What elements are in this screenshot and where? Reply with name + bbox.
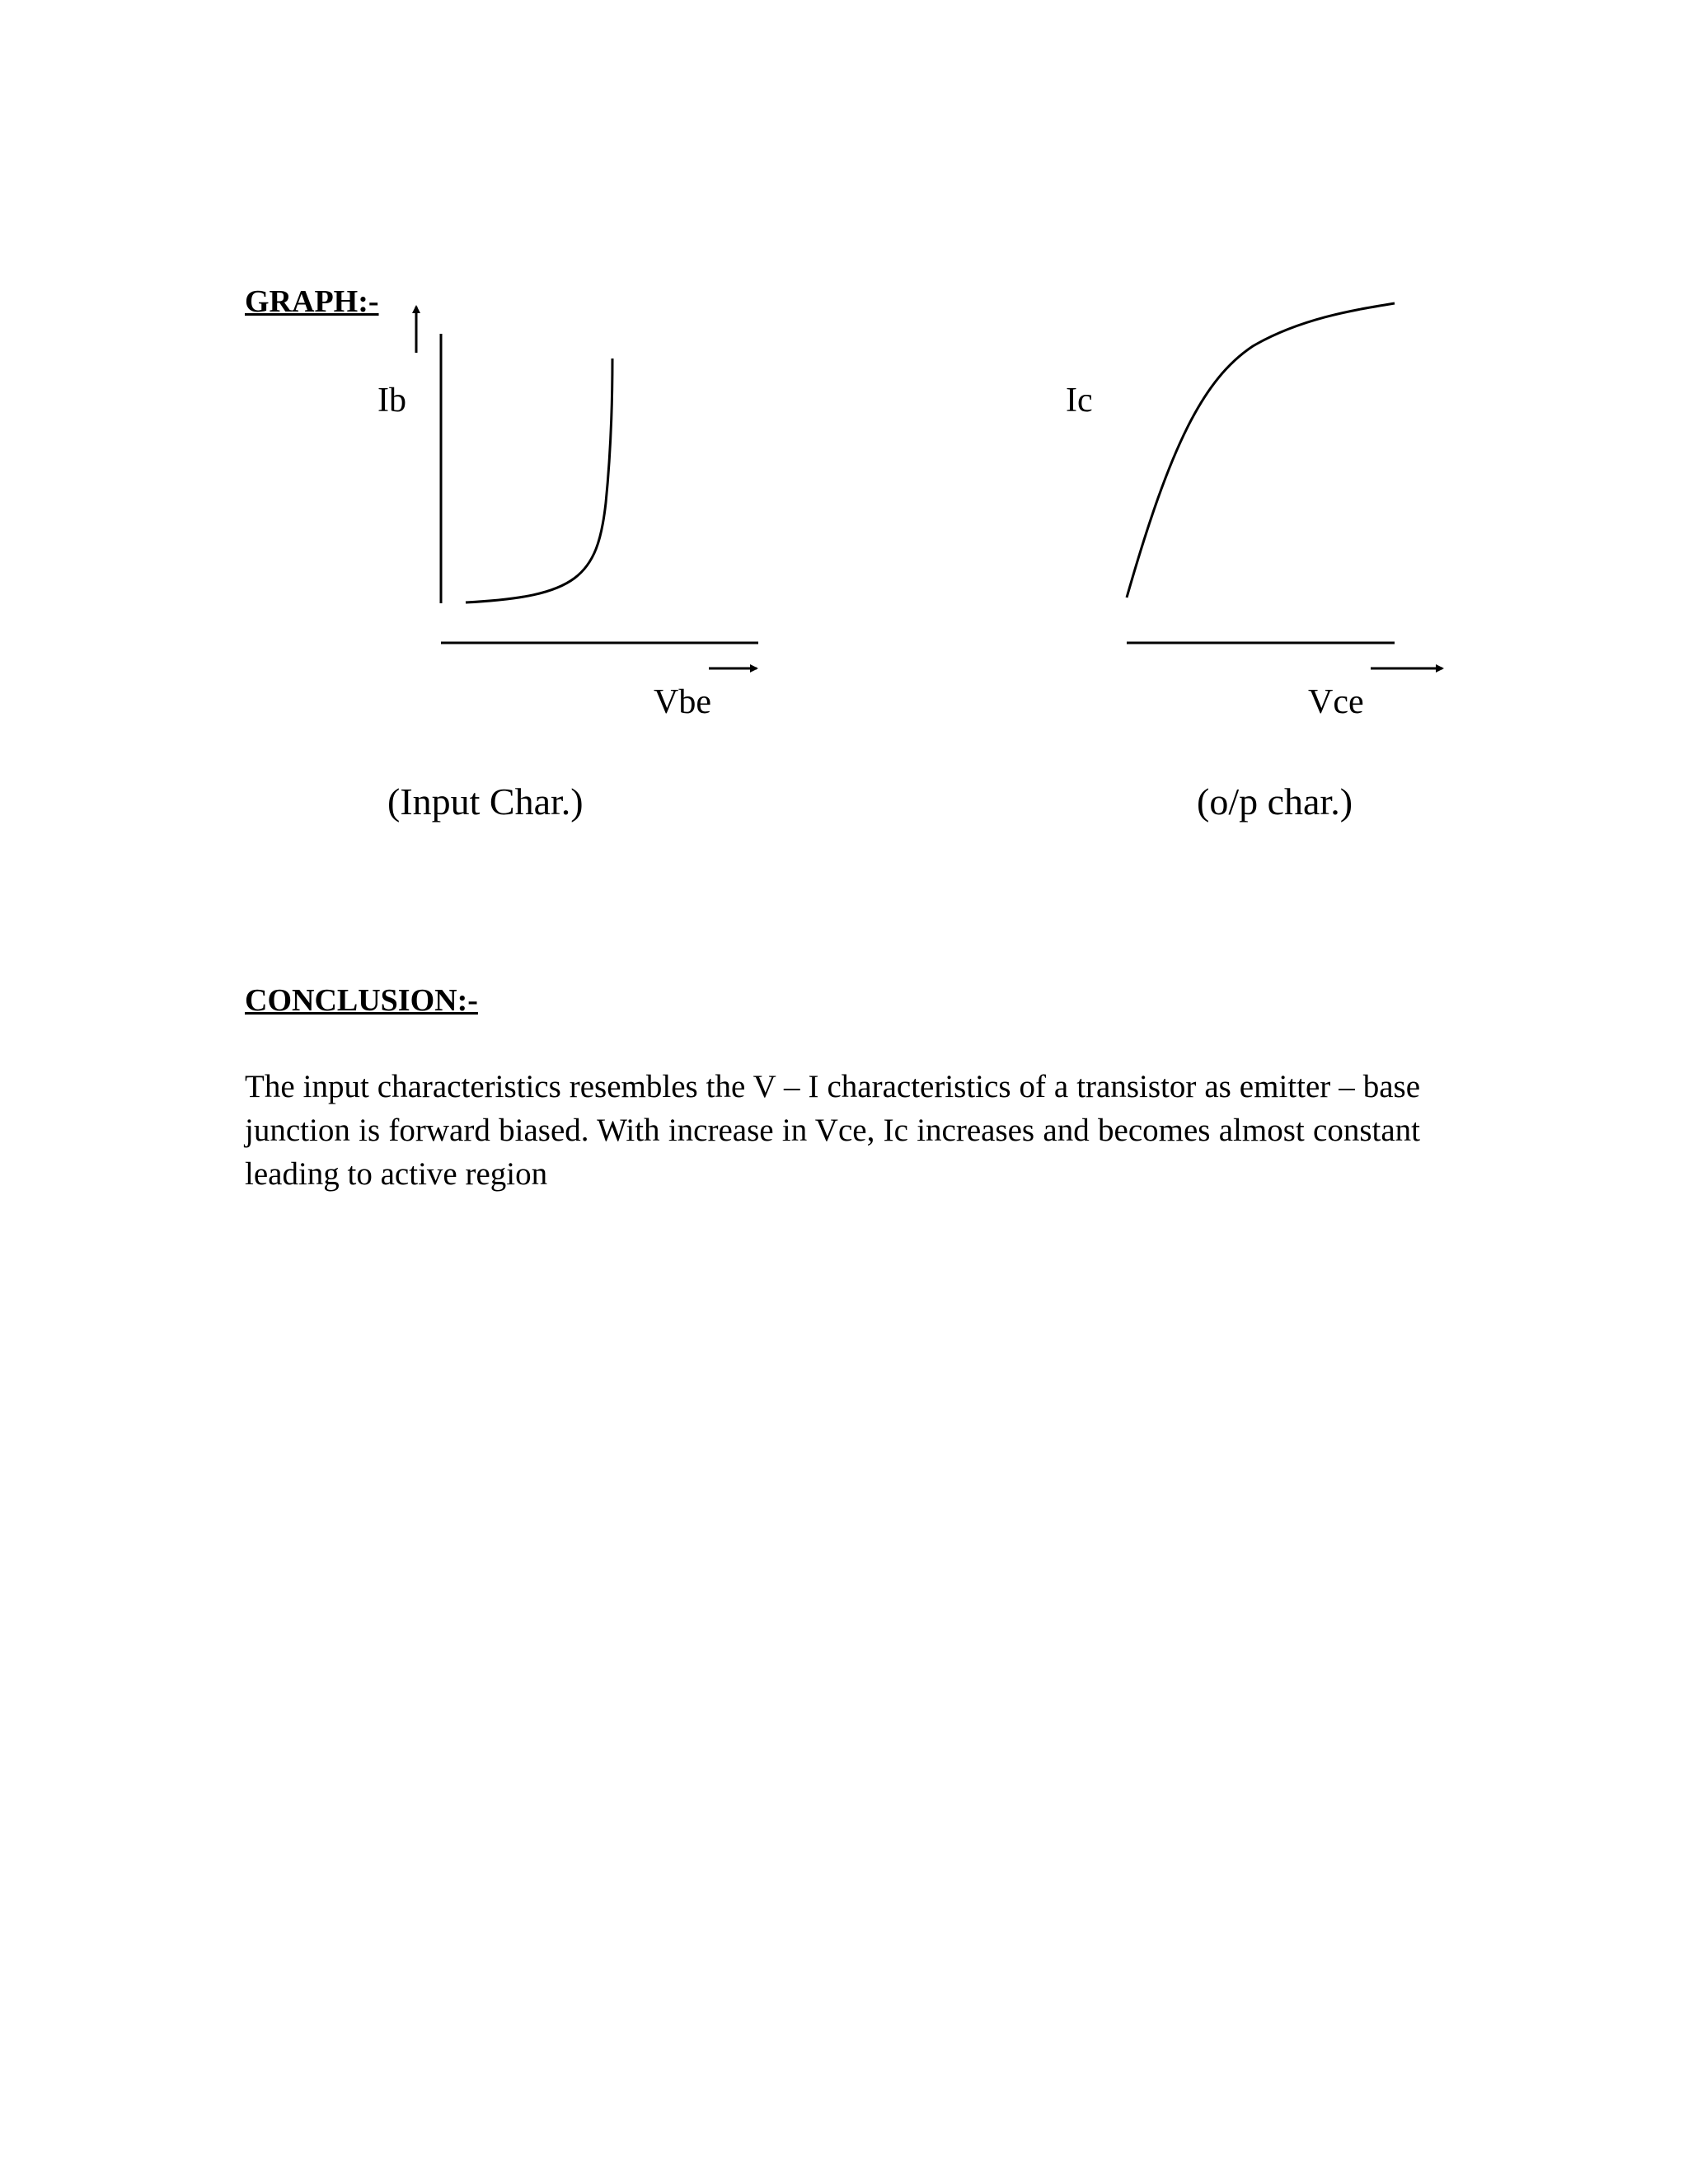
input-graph-caption: (Input Char.) (387, 780, 584, 823)
output-characteristic-graph (1127, 303, 1442, 668)
conclusion-paragraph: The input characteristics resembles the V – I characteristics of a transistor as emitter – base junction is forward biased. With increase in Vce, Ic increases and becomes almost constant leading to active region (245, 1069, 1420, 1192)
conclusion-heading: CONCLUSION:- (245, 983, 478, 1018)
input-curve (466, 359, 612, 602)
graph-heading: GRAPH:- (245, 284, 379, 319)
output-graph-caption: (o/p char.) (1197, 780, 1353, 823)
vbe-axis-label: Vbe (654, 683, 711, 721)
input-characteristic-graph (416, 307, 758, 668)
ic-axis-label: Ic (1066, 382, 1093, 419)
ib-axis-label: Ib (377, 382, 406, 419)
output-curve (1127, 303, 1395, 598)
vce-axis-label: Vce (1308, 683, 1364, 721)
graphs-figure (0, 0, 1688, 907)
